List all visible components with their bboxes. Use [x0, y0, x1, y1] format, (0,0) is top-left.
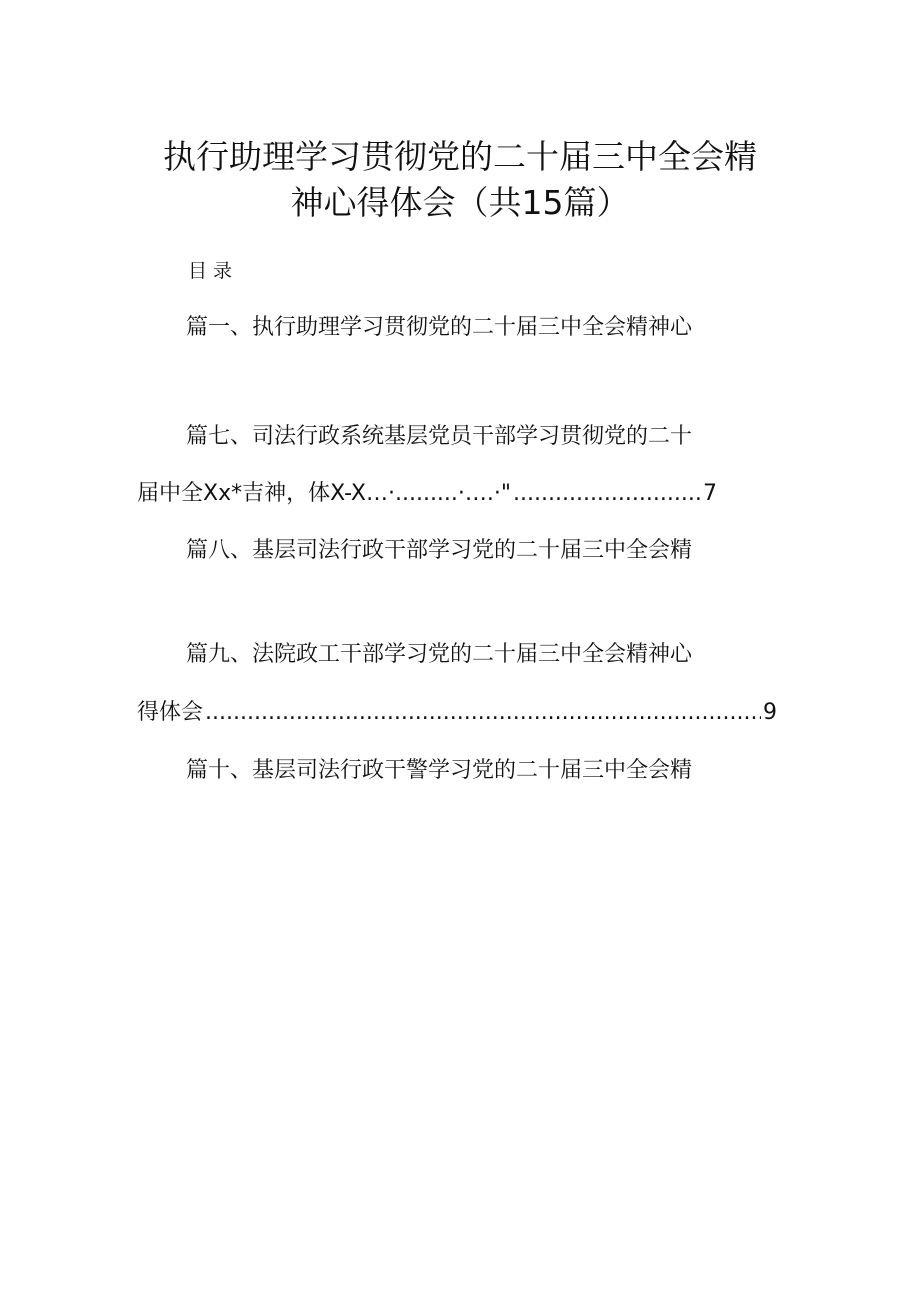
- toc-entry-chapter-9[interactable]: 篇九、法院政工干部学习党的二十届三中全会精神心: [186, 642, 693, 667]
- toc-entry-chapter-7-continuation[interactable]: [137, 479, 717, 509]
- document-title-line-2: 神心得体会（共15篇）: [290, 183, 630, 222]
- document-title-line-1: 执行助理学习贯彻党的二十届三中全会精: [163, 137, 757, 176]
- toc-page-number: 9: [763, 700, 777, 725]
- dot-leader: [513, 479, 701, 509]
- toc-page-number: 7: [703, 481, 717, 506]
- toc-entry-chapter-9-continuation[interactable]: [137, 698, 777, 728]
- dot-leader: [205, 698, 761, 728]
- toc-entry-chapter-9-text: 得体会: [137, 700, 204, 725]
- toc-entry-chapter-7[interactable]: 篇七、司法行政系统基层党员干部学习贯彻党的二十: [186, 424, 693, 449]
- toc-entry-chapter-7-text: 届中全Xx*吉神，体X-X…·.........·….·": [137, 481, 512, 506]
- toc-entry-chapter-1[interactable]: 篇一、执行助理学习贯彻党的二十届三中全会精神心: [186, 315, 693, 340]
- toc-entry-chapter-8[interactable]: 篇八、基层司法行政干部学习党的二十届三中全会精: [186, 538, 693, 563]
- toc-heading: 目录: [188, 260, 239, 282]
- toc-entry-chapter-10[interactable]: 篇十、基层司法行政干警学习党的二十届三中全会精: [186, 758, 693, 783]
